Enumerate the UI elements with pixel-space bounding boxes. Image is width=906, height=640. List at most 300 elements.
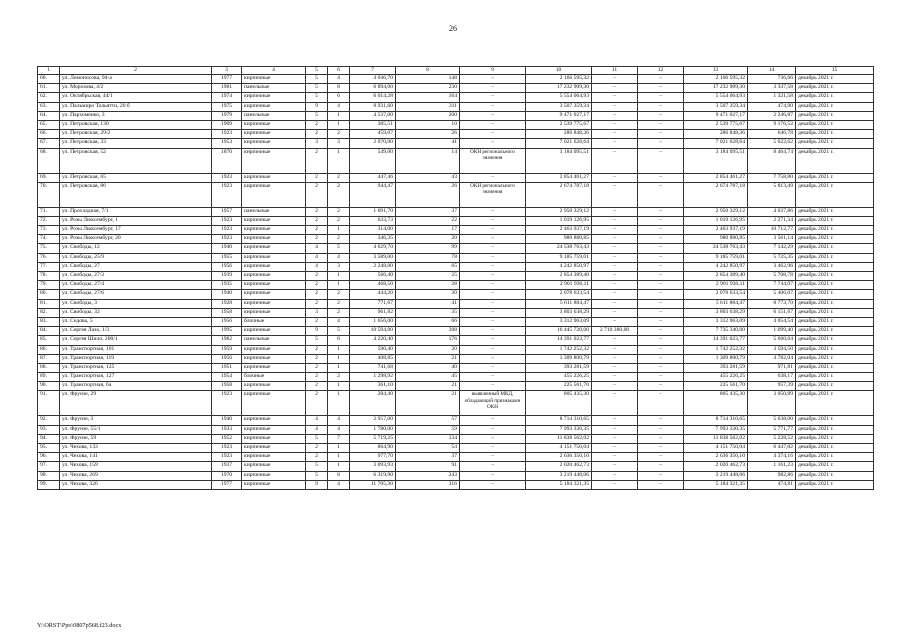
table-cell: 8 931,60 xyxy=(350,102,396,111)
table-cell: 2 854 461,27 xyxy=(526,173,592,182)
table-cell: 4 xyxy=(306,244,328,253)
table-cell: 2 xyxy=(306,235,328,244)
table-cell: 95. xyxy=(38,444,60,453)
table-cell: кирпичные xyxy=(242,130,306,139)
table-cell: декабрь 2021 г. xyxy=(796,139,874,148)
table-cell: 1 309 800,79 xyxy=(684,354,748,363)
column-header: 5 xyxy=(306,67,328,75)
table-cell: 30 xyxy=(396,290,460,299)
table-cell: декабрь 2021 г. xyxy=(796,317,874,326)
table-cell: 4 782,04 xyxy=(748,354,796,363)
table-cell: кирпичные xyxy=(242,444,306,453)
table-cell: ул. Чехова, 326 xyxy=(60,480,212,489)
table-cell: 1 742 252,32 xyxy=(526,345,592,354)
table-cell: 1 091,70 xyxy=(350,207,396,216)
table-cell: – xyxy=(638,244,684,253)
table-cell: – xyxy=(638,354,684,363)
table-cell: 1870 xyxy=(212,148,242,173)
table-cell: кирпичные xyxy=(242,148,306,173)
table-cell: 1975 xyxy=(212,102,242,111)
table-cell: – xyxy=(460,416,526,425)
table-cell: 2 271,34 xyxy=(748,216,796,225)
table-cell: 2 166 595,32 xyxy=(684,75,748,84)
table-cell: – xyxy=(592,111,638,120)
table-cell: 2 950 329,12 xyxy=(684,207,748,216)
column-header: 7 xyxy=(350,67,396,75)
table-cell: – xyxy=(460,139,526,148)
table-cell: ул. Свободы, 3 xyxy=(60,299,212,308)
page-number: 26 xyxy=(449,24,457,33)
table-cell: 2 674 787,18 xyxy=(684,182,748,207)
table-row xyxy=(38,235,874,244)
table-cell: 2 674 787,18 xyxy=(526,182,592,207)
table-cell: 6 xyxy=(328,93,350,102)
table-cell: 4 xyxy=(328,102,350,111)
table-cell: 1979 xyxy=(212,111,242,120)
table-cell: 3 507 359,34 xyxy=(684,102,748,111)
table-cell: 1 xyxy=(328,111,350,120)
table-cell: 286 848,36 xyxy=(684,130,748,139)
table-cell: 4 151 750,04 xyxy=(684,444,748,453)
table-cell: 5 xyxy=(328,244,350,253)
table-cell: кирпичные xyxy=(242,453,306,462)
table-cell: 5 228,52 xyxy=(748,434,796,443)
column-header: 15 xyxy=(796,67,874,75)
table-cell: 944,47 xyxy=(350,182,396,207)
table-cell: кирпичные xyxy=(242,327,306,336)
table-cell: – xyxy=(460,327,526,336)
table-cell: – xyxy=(460,363,526,372)
table-cell: 61. xyxy=(38,84,60,93)
table-cell: 57 xyxy=(396,416,460,425)
table-cell: – xyxy=(460,373,526,382)
table-cell: – xyxy=(460,120,526,129)
table-cell: – xyxy=(638,130,684,139)
table-row xyxy=(38,382,874,391)
table-cell: 2 950 329,12 xyxy=(526,207,592,216)
table-cell: декабрь 2021 г. xyxy=(796,290,874,299)
table-cell: 1 742 252,32 xyxy=(684,345,748,354)
table-cell: 314,00 xyxy=(350,226,396,235)
table-cell: 20 xyxy=(396,235,460,244)
table-cell: 1 xyxy=(328,148,350,173)
table-cell: 3 050,89 xyxy=(748,391,796,416)
table-cell: декабрь 2021 г. xyxy=(796,216,874,225)
table-cell: 2 xyxy=(306,216,328,225)
table-cell: ул. Чехова, 269 xyxy=(60,471,212,480)
table-cell: 1 xyxy=(328,281,350,290)
table-cell: 22 xyxy=(396,216,460,225)
table-cell: 1 xyxy=(328,382,350,391)
table-cell: 1 298,92 xyxy=(350,373,396,382)
table-cell: 8 xyxy=(328,84,350,93)
table-cell: 4 xyxy=(306,262,328,271)
table-cell: – xyxy=(638,139,684,148)
table-cell: 200 xyxy=(396,111,460,120)
table-cell: 2 xyxy=(306,373,328,382)
table-cell: 1995 xyxy=(212,327,242,336)
table-cell: - xyxy=(638,391,684,416)
table-cell: 316 xyxy=(396,480,460,489)
table-cell: 2 078 633,54 xyxy=(526,290,592,299)
table-row xyxy=(38,173,874,182)
table-cell: – xyxy=(638,308,684,317)
table-row xyxy=(38,253,874,262)
table-cell: – xyxy=(592,173,638,182)
table-cell: – xyxy=(592,84,638,93)
table-cell: – xyxy=(460,317,526,326)
table-cell: – xyxy=(460,207,526,216)
table-cell: 2 901 936,11 xyxy=(526,281,592,290)
table-cell: – xyxy=(460,453,526,462)
table-cell: – xyxy=(592,391,638,416)
table-cell: 225 561,70 xyxy=(526,382,592,391)
registry-table xyxy=(37,66,874,490)
table-cell: декабрь 2021 г. xyxy=(796,102,874,111)
table-cell: 1923 xyxy=(212,453,242,462)
table-row xyxy=(38,216,874,225)
table-cell: – xyxy=(592,272,638,281)
table-cell: 5 xyxy=(306,434,328,443)
table-cell: 1939 xyxy=(212,272,242,281)
table-cell: 2 636 350,10 xyxy=(526,453,592,462)
table-cell: – xyxy=(638,84,684,93)
table-cell: – xyxy=(592,308,638,317)
table-cell: ул. Пархоменко, 3 xyxy=(60,111,212,120)
table-cell: 37 xyxy=(396,207,460,216)
table-cell: – xyxy=(638,182,684,207)
table-cell: ул. Фрунзе, 55/1 xyxy=(60,425,212,434)
table-cell: – xyxy=(638,425,684,434)
table-cell: 2 xyxy=(306,281,328,290)
table-cell: – xyxy=(638,299,684,308)
table-cell: 4 xyxy=(306,253,328,262)
table-cell: – xyxy=(592,130,638,139)
table-cell: 40 xyxy=(396,363,460,372)
table-cell: – xyxy=(460,345,526,354)
table-cell: 1923 xyxy=(212,235,242,244)
table-cell: 148 xyxy=(396,75,460,84)
table-row xyxy=(38,480,874,489)
table-cell: 741,68 xyxy=(350,363,396,372)
table-cell: 1 xyxy=(328,453,350,462)
table-cell: декабрь 2021 г. xyxy=(796,120,874,129)
table-cell: 7 735 340,00 xyxy=(684,327,748,336)
table-cell: 9 185 759,01 xyxy=(684,253,748,262)
table-cell: 134 xyxy=(396,434,460,443)
table-cell: – xyxy=(638,253,684,262)
table-cell: – xyxy=(460,253,526,262)
table-cell: 243 xyxy=(396,471,460,480)
table-cell: декабрь 2021 г. xyxy=(796,425,874,434)
table-cell: 805 435,30 xyxy=(526,391,592,416)
table-cell: 5 xyxy=(306,111,328,120)
table-cell: 1 309 800,79 xyxy=(526,354,592,363)
table-cell: 14 391 023,77 xyxy=(526,336,592,345)
table-cell: 4 xyxy=(328,253,350,262)
table-cell: 16 445 720,00 xyxy=(526,327,592,336)
table-cell: 646,78 xyxy=(748,130,796,139)
table-row xyxy=(38,416,874,425)
table-cell: 164 xyxy=(396,93,460,102)
table-cell: 1 xyxy=(328,272,350,281)
table-cell: 176 xyxy=(396,336,460,345)
table-cell: ул. Транспортная, 101 xyxy=(60,345,212,354)
table-cell: 43 xyxy=(396,173,460,182)
registry-table-wrapper xyxy=(37,66,873,490)
table-cell: 5 022,62 xyxy=(748,139,796,148)
column-header: 10 xyxy=(526,67,592,75)
table-cell: 1982 xyxy=(212,336,242,345)
table-cell: – xyxy=(592,416,638,425)
table-cell: 5 611 884,47 xyxy=(526,299,592,308)
table-cell: – xyxy=(592,290,638,299)
table-cell: 5 660,04 xyxy=(748,336,796,345)
table-cell: кирпичные xyxy=(242,93,306,102)
table-cell: декабрь 2021 г. xyxy=(796,148,874,173)
table-cell: ОКН регионального значения xyxy=(460,148,526,173)
table-cell: – xyxy=(592,281,638,290)
table-cell: 2 xyxy=(306,363,328,372)
table-cell: 6 xyxy=(328,336,350,345)
table-cell: 41 xyxy=(396,299,460,308)
table-cell: 97. xyxy=(38,462,60,471)
table-cell: – xyxy=(592,75,638,84)
table-cell: 474,81 xyxy=(748,480,796,489)
table-cell: 5 708,78 xyxy=(748,272,796,281)
table-cell: ул. Ломоносова, 94-а xyxy=(60,75,212,84)
table-cell: декабрь 2021 г. xyxy=(796,130,874,139)
table-cell: 62. xyxy=(38,93,60,102)
table-cell: 17 232 909,30 xyxy=(684,84,748,93)
table-cell: 14 391 023,77 xyxy=(684,336,748,345)
column-header: 3 xyxy=(212,67,242,75)
table-cell: 1 xyxy=(328,226,350,235)
table-cell: 2 078 633,54 xyxy=(684,290,748,299)
table-cell: 66 xyxy=(396,317,460,326)
table-cell: 286 848,36 xyxy=(526,130,592,139)
table-cell: 2 xyxy=(306,272,328,281)
table-cell: – xyxy=(638,207,684,216)
table-cell: 2 xyxy=(306,444,328,453)
table-cell: ОКН регионального значения xyxy=(460,182,526,207)
table-cell: 1957 xyxy=(212,207,242,216)
table-cell: кирпичные xyxy=(242,425,306,434)
table-cell: 7 993 330,35 xyxy=(684,425,748,434)
table-cell: 398 xyxy=(396,327,460,336)
table-cell: 3 803 638,29 xyxy=(684,308,748,317)
table-cell: 5 xyxy=(306,75,328,84)
table-cell: 361,10 xyxy=(350,382,396,391)
table-cell: декабрь 2021 г. xyxy=(796,173,874,182)
table-cell: 2 463 937,19 xyxy=(684,226,748,235)
table-cell: – xyxy=(638,462,684,471)
table-cell: кирпичные xyxy=(242,235,306,244)
table-cell: – xyxy=(460,75,526,84)
table-row xyxy=(38,244,874,253)
table-cell: 566,40 xyxy=(350,272,396,281)
table-cell: 1928 xyxy=(212,299,242,308)
table-cell: 74. xyxy=(38,235,60,244)
table-cell: 6 319,90 xyxy=(350,471,396,480)
table-cell: 408,85 xyxy=(350,354,396,363)
table-cell: 1 099,40 xyxy=(748,327,796,336)
table-cell: 82. xyxy=(38,308,60,317)
table-cell: блочные xyxy=(242,373,306,382)
table-cell: 977,70 xyxy=(350,453,396,462)
table-cell: 2 854 461,27 xyxy=(684,173,748,182)
table-row xyxy=(38,317,874,326)
table-cell: – xyxy=(592,207,638,216)
table-cell: 2 xyxy=(306,130,328,139)
table-cell: 2 248,00 xyxy=(350,262,396,271)
table-cell: – xyxy=(638,226,684,235)
table-cell: – xyxy=(460,462,526,471)
table-cell: кирпичные xyxy=(242,462,306,471)
table-cell: панельные xyxy=(242,111,306,120)
table-cell: 5 554 064,93 xyxy=(684,93,748,102)
table-cell: 60. xyxy=(38,75,60,84)
table-cell: кирпичные xyxy=(242,308,306,317)
table-cell: 5 xyxy=(306,471,328,480)
table-cell: 4 374,16 xyxy=(748,453,796,462)
table-cell: 63. xyxy=(38,102,60,111)
table-cell: декабрь 2021 г. xyxy=(796,182,874,207)
table-row xyxy=(38,281,874,290)
table-row xyxy=(38,425,874,434)
table-row xyxy=(38,336,874,345)
table-cell: 9 176,52 xyxy=(748,120,796,129)
table-cell: 77. xyxy=(38,262,60,271)
table-cell: 2 020 462,73 xyxy=(684,462,748,471)
table-cell: ул. Петровская, 52 xyxy=(60,148,212,173)
table-cell: 864,90 xyxy=(350,444,396,453)
table-cell: 91. xyxy=(38,391,60,416)
table-cell: кирпичные xyxy=(242,299,306,308)
table-cell: 1 780,00 xyxy=(350,425,396,434)
column-header: 1 xyxy=(38,67,60,75)
table-cell: 1956 xyxy=(212,317,242,326)
column-header: 11 xyxy=(592,67,638,75)
table-cell: 633,73 xyxy=(350,216,396,225)
table-cell: 1923 xyxy=(212,173,242,182)
table-cell: 24 538 763,43 xyxy=(526,244,592,253)
table-cell: 1923 xyxy=(212,130,242,139)
table-cell: кирпичные xyxy=(242,382,306,391)
table-cell: – xyxy=(460,382,526,391)
table-cell: 10 712,77 xyxy=(748,226,796,235)
table-cell: 5 638,00 xyxy=(748,416,796,425)
table-cell: 971,81 xyxy=(748,363,796,372)
table-cell: 3 561,14 xyxy=(748,235,796,244)
table-cell: 1 xyxy=(328,345,350,354)
table-cell: декабрь 2021 г. xyxy=(796,480,874,489)
table-cell: 1977 xyxy=(212,480,242,489)
table-cell: кирпичные xyxy=(242,391,306,416)
table-cell: декабрь 2021 г. xyxy=(796,235,874,244)
table-cell: 1977 xyxy=(212,75,242,84)
table-cell: 4 xyxy=(328,480,350,489)
table-cell: 6 014,28 xyxy=(350,93,396,102)
table-cell: 54 xyxy=(396,444,460,453)
table-cell: 1923 xyxy=(212,216,242,225)
table-cell: кирпичные xyxy=(242,182,306,207)
column-header: 6 xyxy=(328,67,350,75)
table-cell: 37 xyxy=(396,453,460,462)
table-cell: 5 771,77 xyxy=(748,425,796,434)
table-cell: 9 471 027,17 xyxy=(526,111,592,120)
table-cell: ул. Сергея Шило, 200/1 xyxy=(60,336,212,345)
table-cell: кирпичные xyxy=(242,216,306,225)
table-cell: декабрь 2021 г. xyxy=(796,226,874,235)
table-cell: декабрь 2021 г. xyxy=(796,84,874,93)
table-cell: 1958 xyxy=(212,382,242,391)
table-cell: кирпичные xyxy=(242,480,306,489)
table-cell: 2 957,00 xyxy=(350,416,396,425)
table-cell: 92. xyxy=(38,416,60,425)
table-cell: 9 185 759,01 xyxy=(526,253,592,262)
table-row xyxy=(38,363,874,372)
table-cell: – xyxy=(460,244,526,253)
table-cell: – xyxy=(460,102,526,111)
table-cell: 4 xyxy=(328,317,350,326)
table-cell: 3 589,00 xyxy=(350,253,396,262)
table-cell: ул. Фрунзе, 59 xyxy=(60,434,212,443)
table-cell: ул. Свободы, 25/9 xyxy=(60,253,212,262)
table-cell: 3 184 095,51 xyxy=(526,148,592,173)
column-header: 12 xyxy=(638,67,684,75)
table-cell: – xyxy=(592,93,638,102)
table-row xyxy=(38,226,874,235)
table-cell: 2 xyxy=(328,308,350,317)
table-cell: 4 151 750,04 xyxy=(526,444,592,453)
table-cell: 2 xyxy=(328,207,350,216)
table-cell: 7 xyxy=(328,434,350,443)
table-row xyxy=(38,182,874,207)
table-cell: декабрь 2021 г. xyxy=(796,354,874,363)
table-cell: 1 xyxy=(328,462,350,471)
table-cell: 4 xyxy=(306,425,328,434)
table-cell: 98. xyxy=(38,471,60,480)
table-cell: – xyxy=(592,462,638,471)
column-header: 13 xyxy=(684,67,748,75)
table-cell: 459,07 xyxy=(350,130,396,139)
table-cell: ул. Транспортная, 127 xyxy=(60,373,212,382)
table-cell: 2 xyxy=(306,453,328,462)
table-cell: 2 xyxy=(306,299,328,308)
table-cell: 3 xyxy=(306,308,328,317)
table-cell: – xyxy=(638,327,684,336)
table-row xyxy=(38,262,874,271)
table-cell: – xyxy=(460,354,526,363)
table-cell: 26 xyxy=(396,182,460,207)
table-cell: кирпичные xyxy=(242,244,306,253)
table-cell: кирпичные xyxy=(242,102,306,111)
table-cell: – xyxy=(638,471,684,480)
table-row xyxy=(38,373,874,382)
table-cell: кирпичные xyxy=(242,416,306,425)
table-cell: 6 447,82 xyxy=(748,444,796,453)
table-cell: декабрь 2021 г. xyxy=(796,299,874,308)
table-cell: 1 xyxy=(328,391,350,416)
table-cell: 1935 xyxy=(212,281,242,290)
table-cell: кирпичные xyxy=(242,363,306,372)
table-cell: 2 xyxy=(328,299,350,308)
table-cell: 1 xyxy=(328,354,350,363)
table-cell: – xyxy=(460,235,526,244)
table-cell: декабрь 2021 г. xyxy=(796,75,874,84)
table-cell: 1940 xyxy=(212,416,242,425)
